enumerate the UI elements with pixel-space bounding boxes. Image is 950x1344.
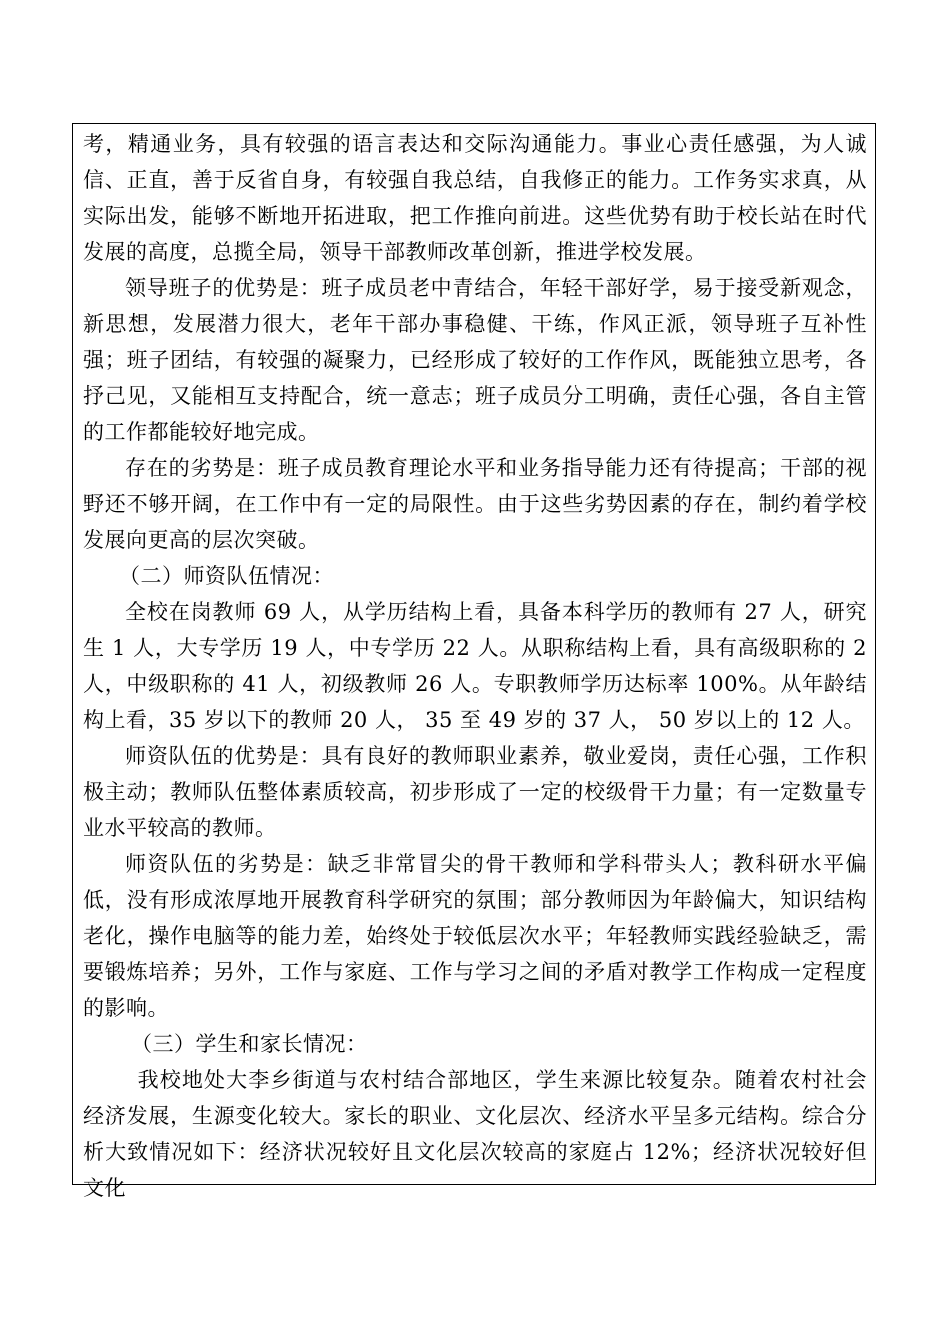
paragraph-students-families: 我校地处大李乡街道与农村结合部地区，学生来源比较复杂。随着农村社会经济发展，生源变化较大。家长的职业、文化层次、经济水平呈多元结构。综合分析大致情况如下：经济状况较好且文化层次较高的家庭占 12%；经济状况较好但文化 [83,1068,867,1200]
paragraph-leadership-weaknesses: 存在的劣势是：班子成员教育理论水平和业务指导能力还有待提高；干部的视野还不够开阔，在工作中有一定的局限性。由于这些劣势因素的存在，制约着学校发展向更高的层次突破。 [83,456,867,552]
paragraph-leadership-strengths: 领导班子的优势是：班子成员老中青结合，年轻干部好学，易于接受新观念，新思想，发展潜力很大，老年干部办事稳健、干练，作风正派，领导班子互补性强；班子团结，有较强的凝聚力，已经形成了较好的工作作风，既能独立思考，各抒己见，又能相互支持配合，统一意志；班子成员分工明确，责任心强，各自主管的工作都能较好地完成。 [83,276,867,444]
paragraph-faculty-stats: 全校在岗教师 69 人，从学历结构上看，具备本科学历的教师有 27 人，研究生 1 人，大专学历 19 人，中专学历 22 人。从职称结构上看，具有高级职称的 2 人，中级职称的 41 人，初级教师 26 人。专职教师学历达标率 100%。从年龄结构上看，35 岁以下的教师 20 人， 35 至 49 岁的 37 人， 50 岁以上的 12 人。 [83,600,867,732]
document-frame [72,123,876,1200]
document-body [83,126,867,1206]
paragraph-continuation: 考，精通业务，具有较强的语言表达和交际沟通能力。事业心责任感强，为人诚信、正直，善于反省自身，有较强自我总结，自我修正的能力。工作务实求真，从实际出发，能够不断地开拓进取，把工作推向前进。这些优势有助于校长站在时代发展的高度，总揽全局，领导干部教师改革创新，推进学校发展。 [83,132,867,264]
paragraph-faculty-weaknesses: 师资队伍的劣势是：缺乏非常冒尖的骨干教师和学科带头人；教科研水平偏低，没有形成浓厚地开展教育科学研究的氛围；部分教师因为年龄偏大，知识结构老化，操作电脑等的能力差，始终处于较低层次水平；年轻教师实践经验缺乏，需要锻炼培养；另外，工作与家庭、工作与学习之间的矛盾对教学工作构成一定程度的影响。 [83,852,867,1020]
section-heading-faculty: （二）师资队伍情况： [119,564,334,588]
section-heading-students: （三）学生和家长情况： [131,1032,368,1056]
paragraph-faculty-strengths: 师资队伍的优势是：具有良好的教师职业素养，敬业爱岗，责任心强，工作积极主动；教师队伍整体素质较高，初步形成了一定的校级骨干力量；有一定数量专业水平较高的教师。 [83,744,867,840]
